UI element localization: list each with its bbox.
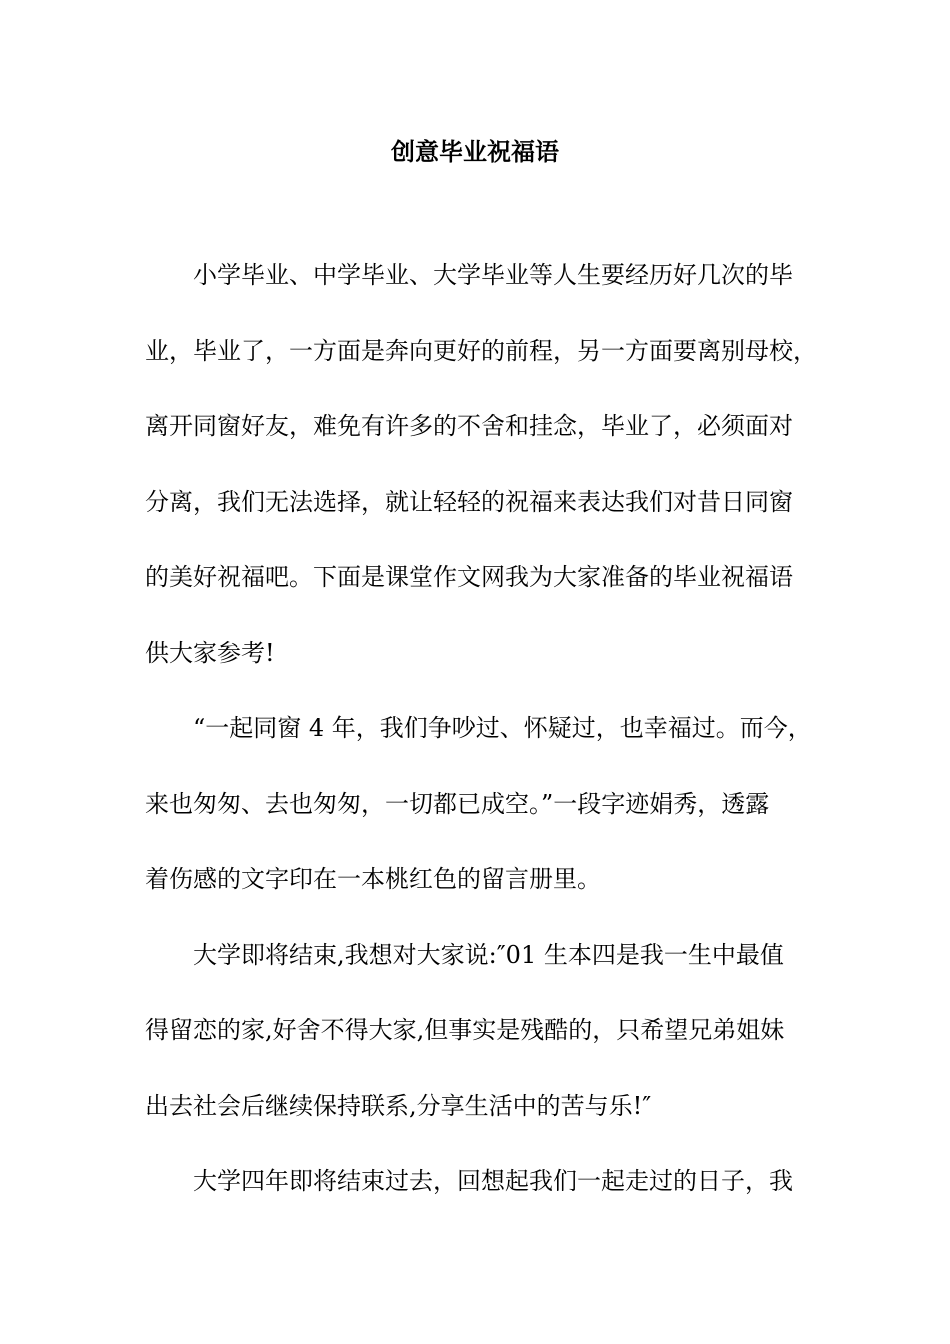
paragraph-2-line-1: “一起同窗 4 年，我们争吵过、怀疑过，也幸福过。而今， bbox=[193, 714, 812, 742]
paragraph-3-line-3: 出去社会后继续保持联系,分享生活中的苦与乐!″ bbox=[145, 1091, 652, 1120]
paragraph-1-line-1: 小学毕业、中学毕业、大学毕业等人生要经历好几次的毕 bbox=[193, 261, 793, 289]
paragraph-1-line-4: 分离，我们无法选择，就让轻轻的祝福来表达我们对昔日同窗 bbox=[145, 487, 793, 516]
document-title: 创意毕业祝福语 bbox=[391, 138, 559, 166]
paragraph-1-line-6: 供大家参考! bbox=[145, 638, 275, 667]
document-body bbox=[145, 255, 817, 1237]
paragraph-1-line-5: 的美好祝福吧。下面是课堂作文网我为大家准备的毕业祝福语 bbox=[145, 563, 793, 591]
paragraph-3-line-2: 得留恋的家,好舍不得大家,但事实是残酷的，只希望兄弟姐妹 bbox=[145, 1016, 785, 1044]
paragraph-3-line-1: 大学即将结束,我想对大家说:″01 生本四是我一生中最值 bbox=[193, 940, 784, 969]
paragraph-4-line-1: 大学四年即将结束过去，回想起我们一起走过的日子，我 bbox=[193, 1167, 793, 1195]
paragraph-1-line-2: 业，毕业了，一方面是奔向更好的前程，另一方面要离别母校， bbox=[145, 336, 817, 365]
paragraph-1-line-3: 离开同窗好友，难免有许多的不舍和挂念，毕业了，必须面对 bbox=[145, 412, 793, 440]
paragraph-2-line-3: 着伤感的文字印在一本桃红色的留言册里。 bbox=[145, 865, 601, 893]
paragraph-2-line-2: 来也匆匆、去也匆匆，一切都已成空。”一段字迹娟秀，透露 bbox=[145, 789, 770, 818]
